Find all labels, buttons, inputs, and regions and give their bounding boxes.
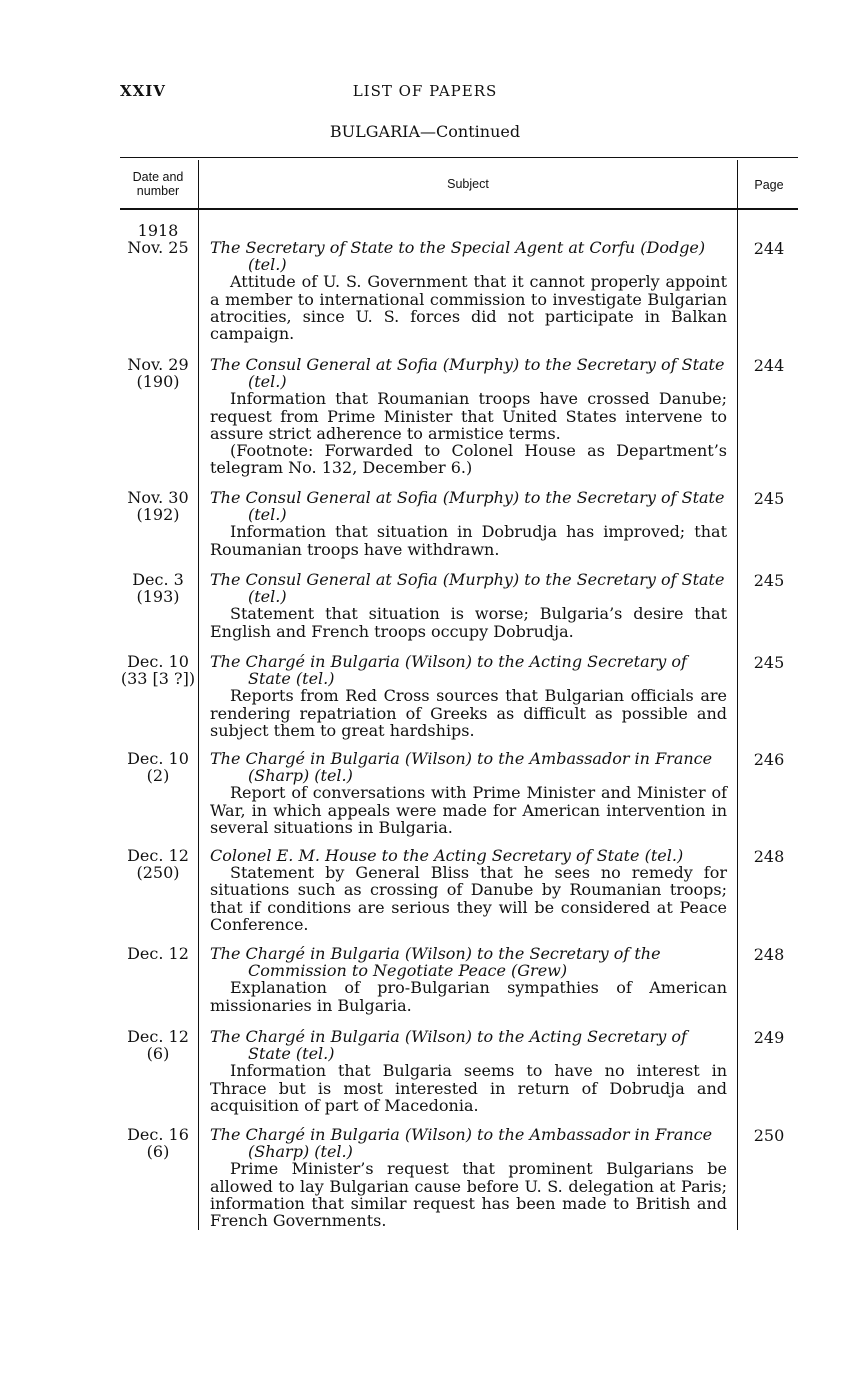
section-title: BULGARIA—Continued <box>329 122 521 141</box>
entry-number: (33 [3 ?]) <box>120 669 196 688</box>
entry-page: 245 <box>753 571 785 590</box>
entry-description: Information that Roumanian troops have crossed Danube; request from Prime Minister that United States intervene to assure strict adherence to armistice terms. <box>210 389 727 443</box>
entry-subject <box>210 847 727 933</box>
entry-date <box>118 239 198 256</box>
entry-title: The Consul General at Sofia (Murphy) to the Secretary of State (tel.) <box>210 570 725 607</box>
entry-subject <box>210 750 727 836</box>
entry-date <box>118 571 198 605</box>
entry-title: The Chargé in Bulgaria (Wilson) to the Secretary of the Commission to Negotiate Peace (Grew) <box>210 944 661 981</box>
entry-date <box>118 847 198 881</box>
entry-date-label: Nov. 29 <box>127 355 189 374</box>
entry-description: Explanation of pro-Bulgarian sympathies of American missionaries in Bulgaria. <box>210 978 727 1015</box>
entry-date-label: Dec. 3 <box>132 570 184 589</box>
column-divider-right <box>737 160 738 1230</box>
entry-date <box>118 750 198 784</box>
entry-date-label: Dec. 12 <box>127 846 189 865</box>
entry-description: Prime Minister’s request that prominent Bulgarians be allowed to lay Bulgarian cause before U. S. delegation at Paris; information that similar request has been made to British and French Governments. <box>210 1159 727 1231</box>
entry-date <box>118 1126 198 1160</box>
entry-number: (2) <box>146 766 170 785</box>
entry-page: 244 <box>753 356 785 375</box>
entry-date-label: Dec. 16 <box>127 1125 189 1144</box>
entry-subject <box>210 356 727 476</box>
entry-page: 249 <box>753 1028 785 1047</box>
entry-subject <box>210 945 727 1014</box>
entry-title: The Secretary of State to the Special Agent at Corfu (Dodge) (tel.) <box>210 238 706 275</box>
entry-date <box>118 1028 198 1062</box>
entry-number: (6) <box>146 1044 170 1063</box>
column-divider-left <box>198 160 199 1230</box>
entry-description: Information that situation in Dobrudja has improved; that Roumanian troops have withdrawn. <box>210 522 727 559</box>
entry-date <box>118 945 198 962</box>
table-top-rule <box>120 157 798 158</box>
entry-date-label: Dec. 10 <box>127 749 189 768</box>
entry-description: Information that Bulgaria seems to have no interest in Thrace but is most interested in return of Dobrudja and acquisition of part of Macedonia. <box>210 1061 727 1115</box>
subject-column-header: Subject <box>447 177 489 191</box>
entry-date <box>118 489 198 523</box>
page-column-header: Page <box>754 178 784 192</box>
header-bottom-rule <box>120 208 798 210</box>
page-number: XXIV <box>120 82 166 100</box>
entry-title: The Consul General at Sofia (Murphy) to the Secretary of State (tel.) <box>210 355 725 392</box>
entry-number: (193) <box>136 587 180 606</box>
entry-page: 244 <box>753 239 785 258</box>
entry-page: 245 <box>753 489 785 508</box>
entry-subject <box>210 1126 727 1229</box>
entry-number: (6) <box>146 1142 170 1161</box>
entry-subject <box>210 571 727 640</box>
entry-title: The Chargé in Bulgaria (Wilson) to the Ambassador in France (Sharp) (tel.) <box>210 1125 713 1162</box>
entry-date-label: Nov. 25 <box>127 238 189 257</box>
entry-subject <box>210 653 727 739</box>
date-column-header: Date and number <box>132 170 184 198</box>
entry-title: The Chargé in Bulgaria (Wilson) to the Acting Secretary of State (tel.) <box>210 652 687 689</box>
entry-page: 248 <box>753 945 785 964</box>
running-title: LIST OF PAPERS <box>352 82 498 100</box>
entry-description: Report of conversations with Prime Minister and Minister of War, in which appeals were made for American intervention in several situations in Bulgaria. <box>210 783 727 837</box>
entry-page: 246 <box>753 750 785 769</box>
entry-page: 250 <box>753 1126 785 1145</box>
year-label: 1918 <box>137 221 179 240</box>
entry-subject <box>210 489 727 558</box>
entry-number: (190) <box>136 372 180 391</box>
entry-description: Statement by General Bliss that he sees no remedy for situations such as crossing of Danube by Roumanian troops; that if conditions are serious they will be considered at Peace Conference. <box>210 863 727 934</box>
entry-description: Reports from Red Cross sources that Bulgarian officials are rendering repatriation of Greeks as difficult as possible and subject them to great hardships. <box>210 686 727 740</box>
entry-date <box>118 356 198 390</box>
entry-title: Colonel E. M. House to the Acting Secretary of State (tel.) <box>210 846 684 865</box>
entry-number: (192) <box>136 505 180 524</box>
entry-footnote: (Footnote: Forwarded to Colonel House as Department’s telegram No. 132, December 6.) <box>210 441 727 478</box>
entry-title: The Consul General at Sofia (Murphy) to the Secretary of State (tel.) <box>210 488 725 525</box>
entry-date <box>118 653 198 687</box>
entry-date-label: Dec. 10 <box>127 652 189 671</box>
entry-title: The Chargé in Bulgaria (Wilson) to the Ambassador in France (Sharp) (tel.) <box>210 749 713 786</box>
entry-description: Statement that situation is worse; Bulgaria’s desire that English and French troops occupy Dobrudja. <box>210 604 727 641</box>
entry-subject <box>210 1028 727 1114</box>
entry-number: (250) <box>136 863 180 882</box>
entry-date-label: Nov. 30 <box>127 488 189 507</box>
entry-page: 245 <box>753 653 785 672</box>
entry-subject <box>210 239 727 342</box>
entry-date-label: Dec. 12 <box>127 944 189 963</box>
entry-title: The Chargé in Bulgaria (Wilson) to the Acting Secretary of State (tel.) <box>210 1027 687 1064</box>
entry-date-label: Dec. 12 <box>127 1027 189 1046</box>
entry-description: Attitude of U. S. Government that it cannot properly appoint a member to international commission to investigate Bulgarian atrocities, since U. S. forces did not participate in Balkan campaign. <box>210 272 727 344</box>
entry-page: 248 <box>753 847 785 866</box>
